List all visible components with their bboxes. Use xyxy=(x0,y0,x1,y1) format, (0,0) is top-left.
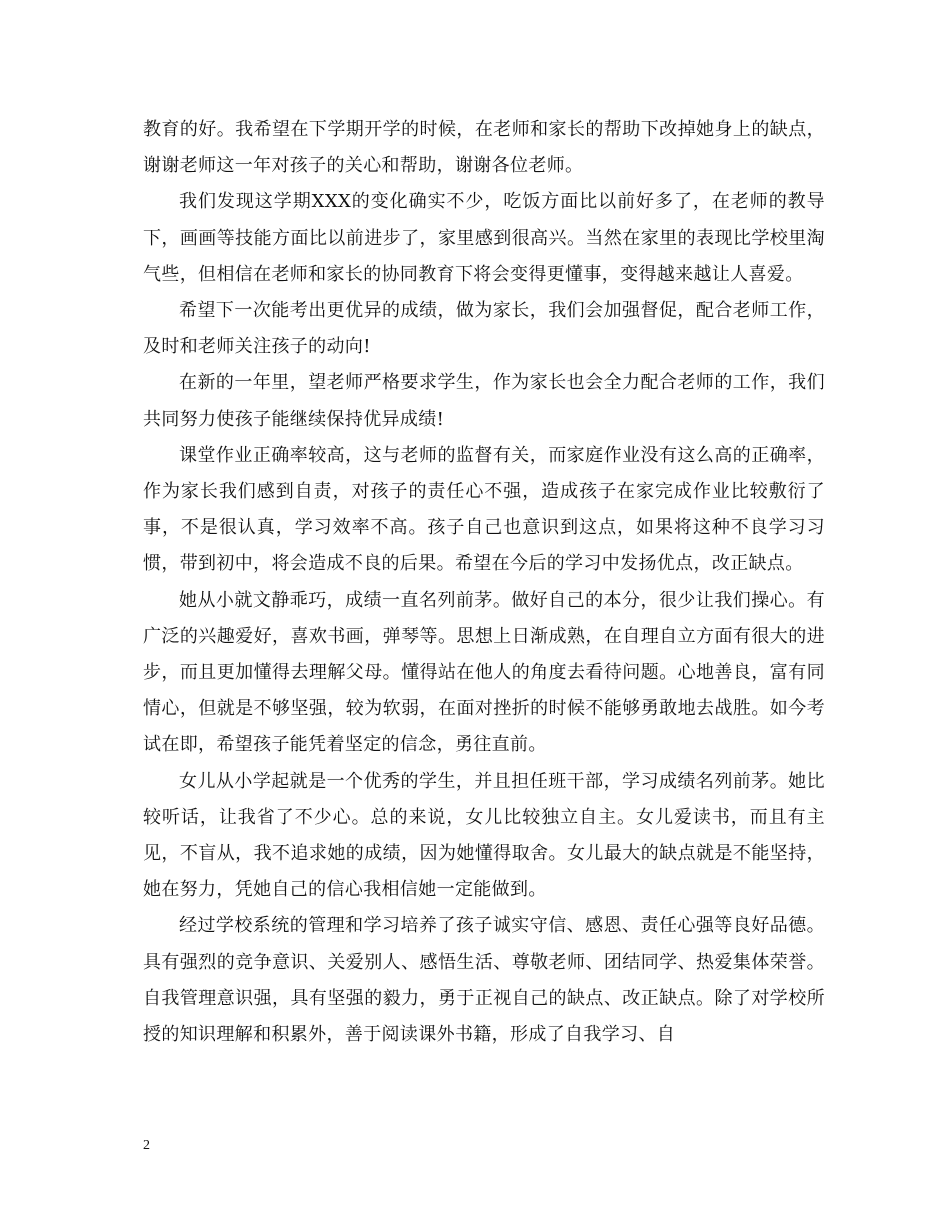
paragraph-7: 女儿从小学起就是一个优秀的学生，并且担任班干部，学习成绩名列前茅。她比较听话，让我省了不少心。总的来说，女儿比较独立自主。女儿爱读书，而且有主见，不盲从，我不追求她的成绩，因为她懂得取舍。女儿最大的缺点就是不能坚持，她在努力，凭她自己的信心我相信她一定能做到。 xyxy=(143,770,825,901)
paragraph-6: 她从小就文静乖巧，成绩一直名列前茅。做好自己的本分，很少让我们操心。有广泛的兴趣爱好，喜欢书画，弹琴等。思想上日渐成熟，在自理自立方面有很大的进步，而且更加懂得去理解父母。懂得站在他人的角度去看待问题。心地善良，富有同情心，但就是不够坚强，较为软弱，在面对挫折的时候不能够勇敢地去战胜。如今考试在即，希望孩子能凭着坚定的信念，勇往直前。 xyxy=(143,589,825,756)
paragraph-3: 希望下一次能考出更优异的成绩，做为家长，我们会加强督促，配合老师工作，及时和老师关注孩子的动向! xyxy=(143,300,825,358)
paragraph-8: 经过学校系统的管理和学习培养了孩子诚实守信、感恩、责任心强等良好品德。具有强烈的竞争意识、关爱别人、感悟生活、尊敬老师、团结同学、热爱集体荣誉。自我管理意识强，具有坚强的毅力，勇于正视自己的缺点、改正缺点。除了对学校所授的知识理解和积累外，善于阅读课外书籍，形成了自我学习、自 xyxy=(143,915,825,1046)
paragraph-1: 教育的好。我希望在下学期开学的时候，在老师和家长的帮助下改掉她身上的缺点，谢谢老师这一年对孩子的关心和帮助，谢谢各位老师。 xyxy=(143,119,825,177)
paragraph-4: 在新的一年里，望老师严格要求学生，作为家长也会全力配合老师的工作，我们共同努力使孩子能继续保持优异成绩! xyxy=(143,372,825,430)
page-number: 2 xyxy=(143,1138,150,1153)
paragraph-5: 课堂作业正确率较高，这与老师的监督有关，而家庭作业没有这么高的正确率，作为家长我们感到自责，对孩子的责任心不强，造成孩子在家完成作业比较敷衍了事，不是很认真，学习效率不高。孩子自己也意识到这点，如果将这种不良学习习惯，带到初中，将会造成不良的后果。希望在今后的学习中发扬优点，改正缺点。 xyxy=(143,444,825,575)
document-body xyxy=(143,112,825,1053)
paragraph-2: 我们发现这学期XXX的变化确实不少，吃饭方面比以前好多了，在老师的教导下，画画等技能方面比以前进步了，家里感到很高兴。当然在家里的表现比学校里淘气些，但相信在老师和家长的协同教育下将会变得更懂事，变得越来越让人喜爱。 xyxy=(143,191,825,285)
